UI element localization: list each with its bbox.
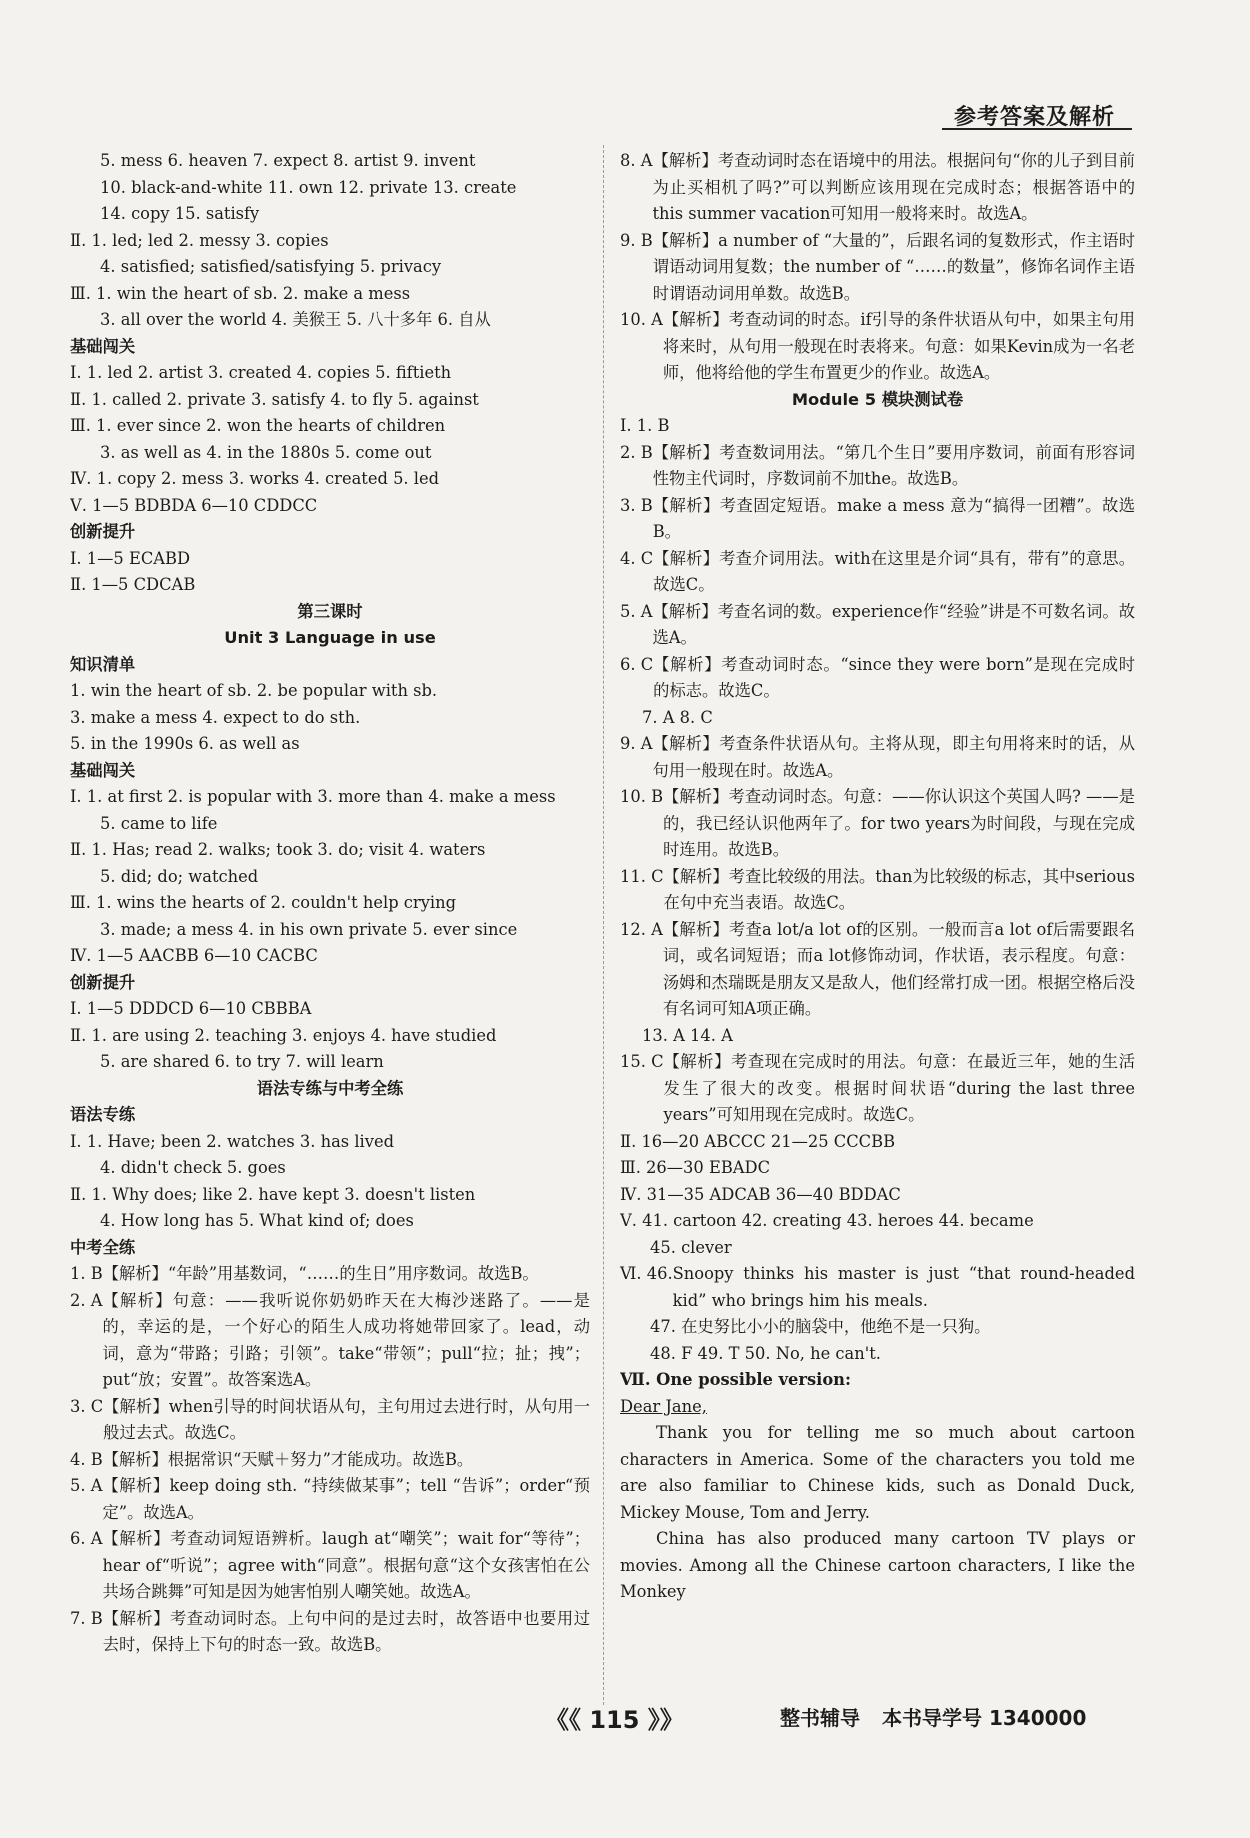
- page-number: 《《 115 》》: [545, 1706, 684, 1734]
- answer-line: Ⅱ. 16—20 ABCCC 21—25 CCCBB: [620, 1131, 896, 1151]
- answer-line: Ⅱ. 1. are using 2. teaching 3. enjoys 4. have studied: [70, 1025, 497, 1045]
- section-heading: 语法专练: [70, 1105, 136, 1124]
- right-column: [620, 148, 1135, 1606]
- answer-line: Ⅲ. 1. win the heart of sb. 2. make a mess: [70, 283, 411, 303]
- answer-explanation: 【解析】考查条件状语从句。主将从现，即主句用将来时的话，从句用一般现在时。故选A。: [652, 734, 1135, 780]
- answer-line: Ⅰ. 1—5 ECABD: [70, 548, 191, 568]
- letter-salutation: Dear Jane,: [620, 1396, 707, 1416]
- answer-item: [70, 1261, 590, 1288]
- answer-line: Ⅴ. 41. cartoon 42. creating 43. heroes 44. became: [620, 1211, 1034, 1230]
- answer-number: 3. B: [620, 495, 653, 515]
- answer-line: Ⅱ. 1—5 CDCAB: [70, 575, 196, 594]
- answer-item: [620, 652, 1135, 705]
- left-column: [70, 148, 590, 1659]
- answer-number: 12. A: [620, 919, 663, 939]
- answer-line: 5. in the 1990s 6. as well as: [70, 734, 300, 753]
- answer-line: Ⅳ. 31—35 ADCAB 36—40 BDDAC: [620, 1184, 901, 1204]
- answer-line: 3. made; a mess 4. in his own private 5. ever since: [100, 919, 518, 939]
- answer-number: 10. B: [620, 787, 664, 806]
- answer-number: 2. B: [620, 442, 653, 462]
- answer-line: 5. did; do; watched: [100, 866, 259, 886]
- answer-number: 1. B: [70, 1264, 103, 1283]
- answer-line: 3. all over the world 4. 美猴王 5. 八十多年 6. 自从: [100, 310, 491, 329]
- answer-item: [620, 228, 1135, 308]
- answer-explanation: 【解析】考查动词短语辨析。laugh at“嘲笑”；wait for“等待”；hear of“听说”；agree with“同意”。根据句意“这个女孩害怕在公共场合跳舞”可知是因为她害怕别人嘲笑她。故选A。: [102, 1529, 590, 1601]
- answer-line: Ⅲ. 1. ever since 2. won the hearts of children: [70, 416, 446, 435]
- lesson-title: 第三课时: [297, 601, 363, 621]
- answer-explanation: 【解析】考查动词时态。“since they were born”是现在完成时的标志。故选C。: [653, 654, 1135, 700]
- answer-explanation: 【解析】考查比较级的用法。than为比较级的标志，其中serious在句中充当表语。故选C。: [663, 866, 1135, 912]
- answer-line: 5. came to life: [100, 813, 218, 833]
- answer-explanation: 【解析】句意：——我听说你奶奶昨天在大梅沙迷路了。——是的，幸运的是，一个好心的陌生人成功将她带回家了。lead，动词，意为“带路；引路；引领”。take“带领”；pull“拉；扯；拽”；put“放；安置”。故答案选A。: [102, 1290, 590, 1389]
- footer-label-left: 整书辅导: [780, 1706, 860, 1730]
- answer-item: [620, 148, 1135, 228]
- answer-number: 5. A: [70, 1476, 103, 1495]
- lesson-title: Unit 3 Language in use: [224, 628, 436, 647]
- answer-number: 9. A: [620, 734, 653, 753]
- answer-item: [70, 1606, 590, 1659]
- answer-line: 5. are shared 6. to try 7. will learn: [100, 1052, 384, 1071]
- answer-item: [620, 440, 1135, 493]
- answer-line: Ⅱ. 1. led; led 2. messy 3. copies: [70, 230, 329, 250]
- answer-item: [620, 917, 1135, 1023]
- lesson-title: 语法专练与中考全练: [256, 1078, 404, 1098]
- answer-line: 4. satisfied; satisfied/satisfying 5. privacy: [100, 257, 442, 276]
- answer-item: [70, 1394, 590, 1447]
- section-heading: 中考全练: [70, 1237, 136, 1257]
- answer-explanation: 【解析】a number of “大量的”，后跟名词的复数形式，作主语时谓语动词用复数；the number of “……的数量”，修饰名词作主语时谓语动词用单数。故选B。: [652, 230, 1135, 303]
- answer-number: 6. C: [620, 654, 654, 674]
- answer-explanation: 【解析】when引导的时间状语从句，主句用过去进行时，从句用一般过去式。故选C。: [103, 1396, 590, 1442]
- answer-line: 48. F 49. T 50. No, he can't.: [650, 1343, 881, 1363]
- answer-line: Ⅱ. 1. Why does; like 2. have kept 3. doesn't listen: [70, 1184, 476, 1204]
- answer-line: Ⅳ. 1—5 AACBB 6—10 CACBC: [70, 946, 318, 965]
- answer-explanation: 【解析】考查现在完成时的用法。句意：在最近三年，她的生活发生了很大的改变。根据时间状语“during the last three years”可知用现在完成时。故选C。: [663, 1052, 1135, 1124]
- answer-line: 10. black-and-white 11. own 12. private 13. create: [100, 177, 517, 197]
- answer-item: [620, 731, 1135, 784]
- answer-item: [620, 307, 1135, 387]
- section-heading: 创新提升: [70, 972, 136, 992]
- answer-line: Ⅲ. 26—30 EBADC: [620, 1158, 771, 1177]
- answer-line: Ⅰ. 1. Have; been 2. watches 3. has lived: [70, 1131, 395, 1151]
- answer-item: [620, 546, 1135, 599]
- answer-line: 3. as well as 4. in the 1880s 5. come out: [100, 442, 432, 462]
- answer-explanation: 【解析】考查动词时态。上句中问的是过去时，故答语中也要用过去时，保持上下句的时态一致。故选B。: [102, 1608, 590, 1654]
- answer-explanation: 【解析】考查动词时态。句意：——你认识这个英国人吗? ——是的，我已经认识他两年了。for two years为时间段，与现在完成时连用。故选B。: [663, 787, 1135, 859]
- answer-number: 6. A: [70, 1529, 103, 1548]
- column-divider: [603, 145, 604, 1705]
- section-heading: 创新提升: [70, 522, 136, 541]
- answer-item: [620, 1261, 1135, 1314]
- answer-number: Ⅵ. 46.: [620, 1264, 673, 1283]
- answer-item: [620, 599, 1135, 652]
- letter-paragraph: China has also produced many cartoon TV plays or movies. Among all the Chinese cartoon characters, I like the Monkey: [620, 1529, 1135, 1601]
- answer-line: 4. didn't check 5. goes: [100, 1158, 286, 1177]
- answer-number: 15. C: [620, 1052, 664, 1071]
- answer-line: 47. 在史努比小小的脑袋中，他绝不是一只狗。: [650, 1317, 991, 1336]
- answer-explanation: Snoopy thinks his master is just “that round-headed kid” who brings him his meals.: [672, 1264, 1135, 1310]
- header-title: 参考答案及解析: [953, 105, 1115, 130]
- answer-number: 2. A: [70, 1290, 103, 1310]
- answer-explanation: 【解析】keep doing sth. “持续做某事”；tell “告诉”；order“预定”。故选A。: [102, 1476, 590, 1522]
- answer-line: Ⅲ. 1. wins the hearts of 2. couldn't help crying: [70, 893, 457, 912]
- answer-item: [620, 493, 1135, 546]
- header-rule: [942, 128, 1132, 130]
- answer-item: [620, 864, 1135, 917]
- letter-paragraph: Thank you for telling me so much about cartoon characters in America. Some of the characters you told me are also familiar to Chinese kids, such as Donald Duck, Mickey Mouse, Tom and Jerry.: [620, 1423, 1135, 1522]
- section-heading: 基础闯关: [70, 760, 136, 780]
- answer-number: 8. A: [620, 151, 653, 170]
- answer-explanation: 【解析】考查介词用法。with在这里是介词“具有，带有”的意思。故选C。: [653, 548, 1135, 594]
- answer-line: Ⅱ. 1. called 2. private 3. satisfy 4. to fly 5. against: [70, 389, 479, 409]
- answer-line: 5. mess 6. heaven 7. expect 8. artist 9. invent: [100, 151, 476, 170]
- answer-line: Ⅱ. 1. Has; read 2. walks; took 3. do; visit 4. waters: [70, 840, 486, 859]
- answer-explanation: 【解析】考查数词用法。“第几个生日”要用序数词，前面有形容词性物主代词时，序数词前不加the。故选B。: [652, 442, 1135, 488]
- section-heading: 基础闯关: [70, 336, 136, 356]
- section-heading: 知识清单: [70, 654, 136, 674]
- answer-line: Ⅰ. 1—5 DDDCD 6—10 CBBBA: [70, 999, 312, 1018]
- answer-explanation: 【解析】考查名词的数。experience作“经验”讲是不可数名词。故选A。: [652, 601, 1135, 647]
- answer-line: 45. clever: [650, 1237, 732, 1257]
- answer-line: 14. copy 15. satisfy: [100, 204, 260, 223]
- answer-number: 5. A: [620, 601, 653, 621]
- answer-line: Ⅰ. 1. at first 2. is popular with 3. more than 4. make a mess: [70, 787, 556, 806]
- answer-explanation: 【解析】“年龄”用基数词，“……的生日”用序数词。故选B。: [102, 1264, 539, 1283]
- answer-line: 1. win the heart of sb. 2. be popular with sb.: [70, 681, 438, 700]
- writing-heading: Ⅶ. One possible version:: [620, 1370, 852, 1389]
- answer-line: 3. make a mess 4. expect to do sth.: [70, 707, 361, 727]
- answer-number: 4. C: [620, 548, 654, 568]
- answer-item: [620, 784, 1135, 864]
- answer-number: 9. B: [620, 230, 653, 250]
- answer-item: [70, 1526, 590, 1606]
- answer-item: [620, 1049, 1135, 1129]
- answer-number: 7. B: [70, 1608, 103, 1628]
- answer-line: Ⅰ. 1. B: [620, 416, 670, 435]
- answer-line: Ⅳ. 1. copy 2. mess 3. works 4. created 5. led: [70, 469, 440, 488]
- answer-line: 7. A 8. C: [642, 707, 713, 727]
- lesson-title: Module 5 模块测试卷: [791, 389, 964, 409]
- answer-explanation: 【解析】考查动词时态在语境中的用法。根据问句“你的儿子到目前为止买相机了吗?”可以判断应该用现在完成时态；根据答语中的this summer vacation可知用一般将来时。故选A。: [652, 151, 1135, 223]
- answer-number: 11. C: [620, 866, 664, 886]
- answer-explanation: 【解析】根据常识“天赋＋努力”才能成功。故选B。: [102, 1449, 474, 1469]
- answer-line: Ⅴ. 1—5 BDBDA 6—10 CDDCC: [70, 495, 318, 515]
- answer-number: 3. C: [70, 1396, 104, 1416]
- footer-label-right: 本书导学号 1340000: [882, 1706, 1087, 1730]
- answer-number: 4. B: [70, 1449, 103, 1469]
- answer-explanation: 【解析】考查a lot/a lot of的区别。一般而言a lot of后需要跟名词，或名词短语；而a lot修饰动词，作状语，表示程度。句意：汤姆和杰瑞既是朋友又是敌人，他们经常打成一团。根据空格后没有名词可知A项正确。: [662, 919, 1135, 1018]
- answer-item: [70, 1473, 590, 1526]
- answer-line: 13. A 14. A: [642, 1025, 733, 1045]
- answer-number: 10. A: [620, 310, 663, 329]
- answer-line: Ⅰ. 1. led 2. artist 3. created 4. copies 5. fiftieth: [70, 363, 452, 382]
- answer-item: [70, 1288, 590, 1394]
- answer-explanation: 【解析】考查固定短语。make a mess 意为“搞得一团糟”。故选B。: [652, 495, 1135, 541]
- answer-item: [70, 1447, 590, 1474]
- answer-explanation: 【解析】考查动词的时态。if引导的条件状语从句中，如果主句用将来时，从句用一般现在时表将来。句意：如果Kevin成为一名老师，他将给他的学生布置更少的作业。故选A。: [662, 310, 1135, 382]
- answer-line: 4. How long has 5. What kind of; does: [100, 1211, 414, 1230]
- footer-labels: [780, 1702, 1108, 1731]
